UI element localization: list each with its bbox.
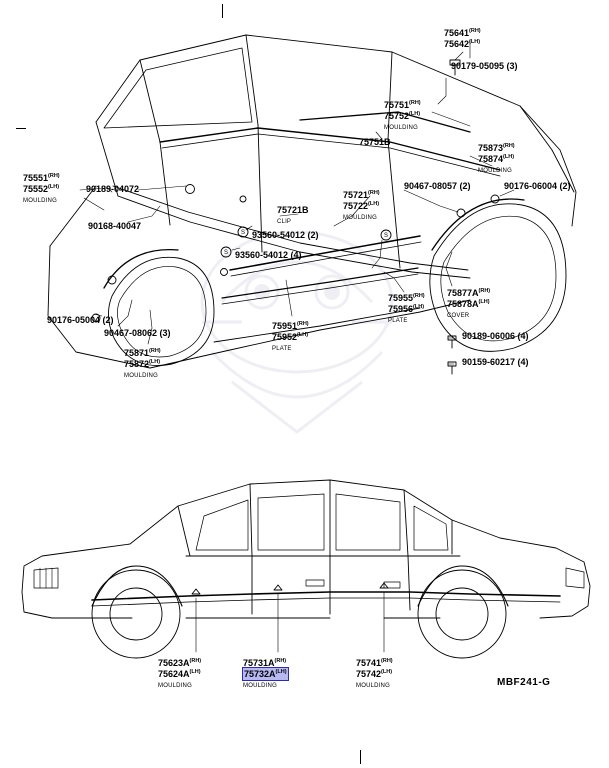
part-description: MOULDING bbox=[243, 682, 277, 689]
part-label-93560-54012-4: 93560-54012 (4) bbox=[235, 250, 302, 260]
part-description: CLIP bbox=[277, 218, 292, 225]
part-number: 75741 bbox=[356, 657, 382, 668]
part-suffix: (RH) bbox=[381, 658, 393, 664]
part-suffix: (RH) bbox=[189, 658, 202, 664]
part-number: 75721B bbox=[277, 205, 309, 215]
part-label-75877A bbox=[447, 287, 490, 321]
svg-text:S: S bbox=[240, 230, 246, 236]
part-suffix: (RH) bbox=[413, 293, 425, 299]
part-number: 75731A bbox=[243, 657, 275, 668]
part-number: 75751 bbox=[384, 99, 410, 110]
part-suffix: (RH) bbox=[274, 658, 287, 664]
part-number: 75642 bbox=[444, 39, 470, 50]
part-label-75721B bbox=[277, 206, 309, 227]
part-label-75721 bbox=[343, 189, 380, 223]
part-label-75551 bbox=[23, 172, 60, 206]
part-suffix: (LH) bbox=[297, 332, 309, 339]
part-description: MOULDING bbox=[384, 124, 418, 131]
part-suffix: (RH) bbox=[478, 288, 491, 294]
part-label-90168-40047: 90168-40047 bbox=[88, 221, 142, 231]
part-number: 75872 bbox=[124, 359, 150, 370]
part-suffix: (LH) bbox=[189, 669, 201, 676]
part-number: 75732A bbox=[244, 669, 276, 680]
part-number: 75623A bbox=[158, 657, 190, 668]
part-number: 75722 bbox=[343, 201, 369, 212]
part-description: MOULDING bbox=[124, 372, 158, 379]
part-number: 75742 bbox=[356, 669, 382, 680]
part-number: 75955 bbox=[388, 292, 414, 303]
part-number: 75952 bbox=[272, 332, 298, 343]
part-suffix: (RH) bbox=[48, 173, 60, 179]
part-label-75951 bbox=[272, 320, 309, 354]
part-suffix: (RH) bbox=[469, 28, 481, 34]
part-suffix: (LH) bbox=[48, 184, 60, 191]
part-label-90176-06004: 90176-06004 (2) bbox=[504, 181, 571, 191]
part-description: MOULDING bbox=[356, 682, 390, 689]
svg-text:S: S bbox=[223, 250, 229, 256]
part-suffix: (RH) bbox=[149, 348, 161, 354]
part-description: PLATE bbox=[272, 345, 292, 352]
part-number: 75721 bbox=[343, 189, 369, 200]
part-number: 75951 bbox=[272, 320, 298, 331]
highlighted-part-row[interactable] bbox=[243, 668, 288, 679]
part-suffix: (LH) bbox=[413, 304, 425, 311]
part-description: MOULDING bbox=[478, 167, 512, 174]
part-suffix: (RH) bbox=[297, 321, 309, 327]
diagram-code: MBF241-G bbox=[497, 677, 551, 688]
part-number: 75624A bbox=[158, 669, 190, 680]
part-label-90179-05095: 90179-05095 (3) bbox=[451, 61, 518, 71]
part-label-75871 bbox=[124, 347, 161, 381]
part-suffix: (RH) bbox=[368, 190, 380, 196]
part-label-93560-54012-2: 93560-54012 (2) bbox=[252, 230, 319, 240]
part-suffix: (LH) bbox=[381, 669, 393, 676]
part-label-75955 bbox=[388, 292, 425, 326]
part-suffix: (RH) bbox=[503, 143, 515, 149]
part-description: PLATE bbox=[388, 317, 408, 324]
part-label-75873 bbox=[478, 142, 515, 176]
part-label-75641 bbox=[444, 27, 481, 50]
part-suffix: (LH) bbox=[409, 111, 421, 118]
part-label-75741 bbox=[356, 657, 393, 691]
part-description: MOULDING bbox=[23, 197, 57, 204]
part-suffix: (LH) bbox=[275, 669, 287, 676]
part-number: 75956 bbox=[388, 304, 414, 315]
part-number: 75878A bbox=[447, 299, 479, 310]
part-suffix: (LH) bbox=[503, 154, 515, 161]
part-label-90467-08062: 90467-08062 (3) bbox=[104, 328, 171, 338]
part-number: 75871 bbox=[124, 347, 150, 358]
part-label-75623A bbox=[158, 657, 201, 691]
part-label-75731A-highlighted[interactable] bbox=[243, 657, 288, 691]
part-label-90176-05004: 90176-05004 (2) bbox=[47, 315, 114, 325]
part-number: 75874 bbox=[478, 154, 504, 165]
part-number: 75551 bbox=[23, 172, 49, 183]
part-description: MOULDING bbox=[158, 682, 192, 689]
part-label-90467-08057: 90467-08057 (2) bbox=[404, 181, 471, 191]
part-label-90189-06006: 90189-06006 (4) bbox=[462, 331, 529, 341]
part-suffix: (LH) bbox=[469, 39, 481, 46]
part-label-75751B: 75751B bbox=[359, 137, 391, 147]
part-number: 75873 bbox=[478, 142, 504, 153]
part-suffix: (RH) bbox=[409, 100, 421, 106]
part-suffix: (LH) bbox=[478, 299, 490, 306]
part-suffix: (LH) bbox=[368, 201, 380, 208]
part-label-75751 bbox=[384, 99, 421, 133]
part-label-90189-04072: 90189-04072 bbox=[86, 184, 140, 194]
part-number: 75877A bbox=[447, 287, 479, 298]
part-suffix: (LH) bbox=[149, 359, 161, 366]
part-number: 75752 bbox=[384, 111, 410, 122]
part-description: COVER bbox=[447, 312, 470, 319]
part-number: 75552 bbox=[23, 184, 49, 195]
part-number: 75641 bbox=[444, 27, 470, 38]
part-description: MOULDING bbox=[343, 214, 377, 221]
svg-text:S: S bbox=[383, 233, 389, 239]
part-label-90159-60217: 90159-60217 (4) bbox=[462, 357, 529, 367]
